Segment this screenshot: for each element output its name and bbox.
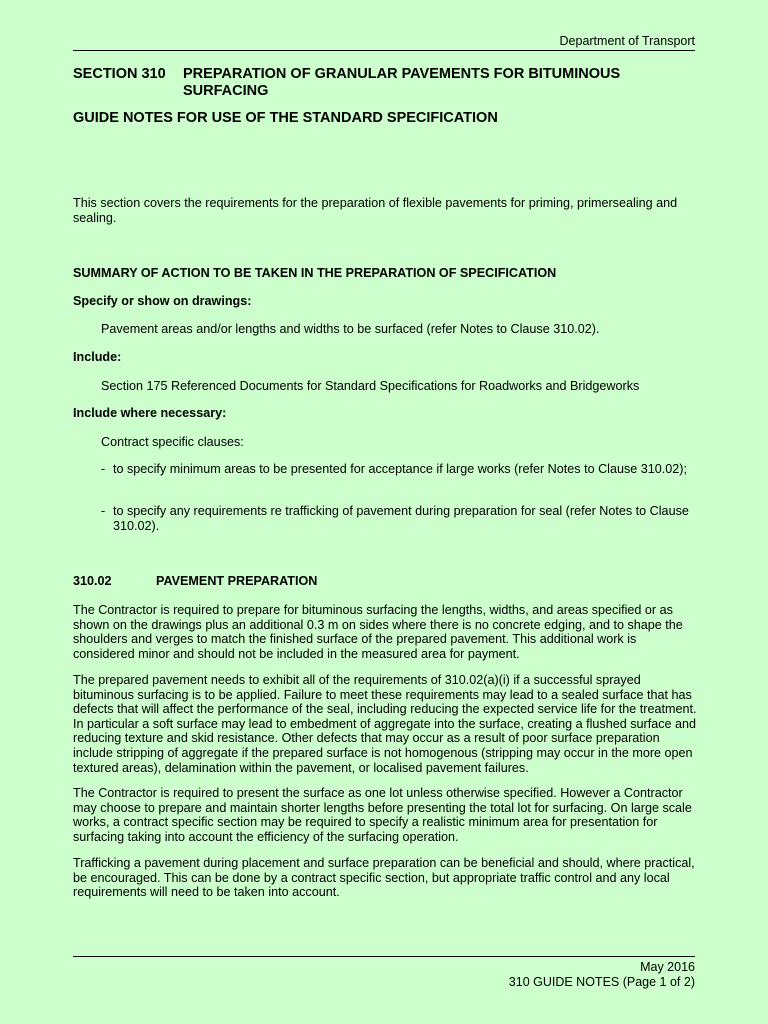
body-paragraph: The Contractor is required to present the surface as one lot unless otherwise specified. However a Contractor may choose to prepare and maintain shorter lengths before presenting the total lot for surfacing. On large scale works, a contract specific section may be required to specify a realistic minimum area for presentation for surfacing taking into account the efficiency of the surfacing operation. [73, 786, 692, 844]
contract-clauses-text: Contract specific clauses: [101, 435, 244, 449]
bullet-dash: - [101, 462, 106, 476]
specify-heading: Specify or show on drawings: [73, 294, 252, 308]
summary-heading: SUMMARY OF ACTION TO BE TAKEN IN THE PREPARATION OF SPECIFICATION [73, 266, 557, 280]
footer-rule [73, 956, 695, 957]
clause-number: 310.02 [73, 574, 112, 588]
body-paragraph: Trafficking a pavement during placement and surface preparation can be beneficial and should, where practical, be encouraged. This can be done by a contract specific section, but appropriate traffic control and any local requirements will need to be taken into account. [73, 856, 695, 900]
footer-page-ref: 310 GUIDE NOTES (Page 1 of 2) [508, 974, 695, 989]
bullet-text: to specify any requirements re trafficking of pavement during preparation for seal (refer Notes to Clause 310.02). [113, 504, 689, 533]
body-paragraph: The Contractor is required to prepare for bituminous surfacing the lengths, widths, and areas specified or as shown on the drawings plus an additional 0.3 m on sides where there is no concrete edging, and to shape the shoulders and verges to match the finished surface of the prepared pavement. This additional work is considered minor and should not be included in the measured area for payment. [73, 603, 683, 661]
include-heading: Include: [73, 350, 122, 364]
department-header: Department of Transport [559, 34, 695, 48]
footer-date: May 2016 [640, 960, 695, 974]
section-title-text: PREPARATION OF GRANULAR PAVEMENTS FOR BITUMINOUS SURFACING [183, 66, 621, 99]
bullet-dash: - [101, 504, 106, 518]
section-heading [73, 574, 698, 589]
clause-heading: PAVEMENT PREPARATION [156, 574, 318, 588]
specify-text: Pavement areas and/or lengths and widths to be surfaced (refer Notes to Clause 310.02). [101, 322, 600, 336]
list-item [101, 504, 698, 533]
footer [509, 960, 695, 989]
guide-notes-heading: GUIDE NOTES FOR USE OF THE STANDARD SPECIFICATION [73, 110, 498, 126]
include-text: Section 175 Referenced Documents for Standard Specifications for Roadworks and Bridgeworks [101, 379, 640, 393]
bullet-text: to specify minimum areas to be presented for acceptance if large works (refer Notes to Clause 310.02); [113, 462, 687, 476]
include-where-heading: Include where necessary: [73, 406, 227, 420]
header-rule [73, 50, 695, 51]
body-paragraph: The prepared pavement needs to exhibit all of the requirements of 310.02(a)(i) if a successful sprayed bituminous surfacing is to be applied. Failure to meet these requirements may lead to a sealed surface that has defects that will affect the performance of the seal, including reducing the expected service life for the treatment. In particular a soft surface may lead to embedment of aggregate into the surface, creating a flushed surface and reducing texture and skid resistance. Other defects that may occur as a result of poor surface preparation include stripping of aggregate if the prepared surface is not homogenous (stripping may occur in the more open textured areas), delamination within the pavement, or localised pavement failures. [73, 673, 697, 775]
section-number: SECTION 310 [73, 66, 166, 82]
section-title [73, 66, 683, 100]
list-item [101, 462, 698, 477]
intro-paragraph: This section covers the requirements for the preparation of flexible pavements for priming, primersealing and sealing. [73, 196, 678, 225]
